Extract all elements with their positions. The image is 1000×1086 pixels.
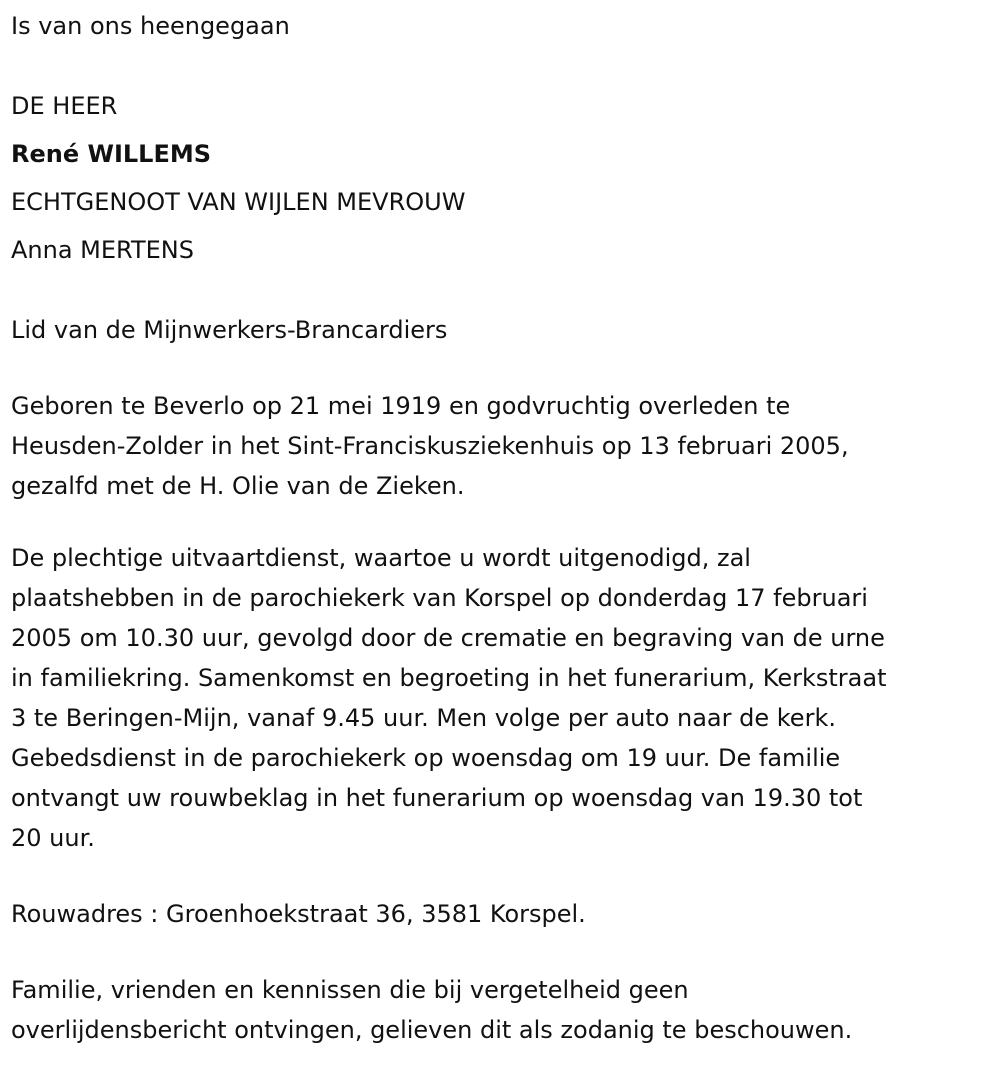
paragraph-line: 20 uur. bbox=[11, 824, 95, 852]
paragraph-line: Heusden-Zolder in het Sint-Franciskusziekenhuis op 13 februari 2005, bbox=[11, 432, 849, 460]
intro-text: Is van ons heengegaan bbox=[11, 12, 290, 40]
paragraph-line: plaatshebben in de parochiekerk van Korspel op donderdag 17 februari bbox=[11, 584, 868, 612]
paragraph-line: in familiekring. Samenkomst en begroeting in het funerarium, Kerkstraat bbox=[11, 664, 887, 692]
spouse-label: ECHTGENOOT VAN WIJLEN MEVROUW bbox=[11, 188, 466, 216]
paragraph-line: overlijdensbericht ontvingen, gelieven dit als zodanig te beschouwen. bbox=[11, 1016, 853, 1044]
spacer bbox=[11, 858, 991, 890]
spacer bbox=[11, 50, 991, 82]
spouse-name: Anna MERTENS bbox=[11, 236, 194, 264]
deceased-name: René WILLEMS bbox=[11, 140, 212, 168]
closing-paragraph bbox=[11, 970, 991, 1050]
funeral-paragraph bbox=[11, 538, 991, 858]
paragraph-line: Geboren te Beverlo op 21 mei 1919 en godvruchtig overleden te bbox=[11, 392, 791, 420]
spacer bbox=[11, 506, 991, 538]
paragraph-line: De plechtige uitvaartdienst, waartoe u wordt uitgenodigd, zal bbox=[11, 544, 751, 572]
paragraph-line: Familie, vrienden en kennissen die bij vergetelheid geen bbox=[11, 976, 689, 1004]
birth-death-paragraph bbox=[11, 386, 991, 506]
title-prefix: DE HEER bbox=[11, 92, 118, 120]
paragraph-line: gezalfd met de H. Olie van de Zieken. bbox=[11, 472, 465, 500]
spacer bbox=[11, 274, 991, 306]
paragraph-line: 2005 om 10.30 uur, gevolgd door de crematie en begraving van de urne bbox=[11, 624, 885, 652]
spacer bbox=[11, 938, 991, 970]
paragraph-line: 3 te Beringen-Mijn, vanaf 9.45 uur. Men volge per auto naar de kerk. bbox=[11, 704, 836, 732]
paragraph-line: ontvangt uw rouwbeklag in het funerarium op woensdag van 19.30 tot bbox=[11, 784, 863, 812]
spacer bbox=[11, 354, 991, 386]
membership-text: Lid van de Mijnwerkers-Brancardiers bbox=[11, 316, 448, 344]
paragraph-line: Gebedsdienst in de parochiekerk op woensdag om 19 uur. De familie bbox=[11, 744, 841, 772]
death-notice bbox=[11, 2, 991, 1050]
address-text: Rouwadres : Groenhoekstraat 36, 3581 Korspel. bbox=[11, 900, 586, 928]
